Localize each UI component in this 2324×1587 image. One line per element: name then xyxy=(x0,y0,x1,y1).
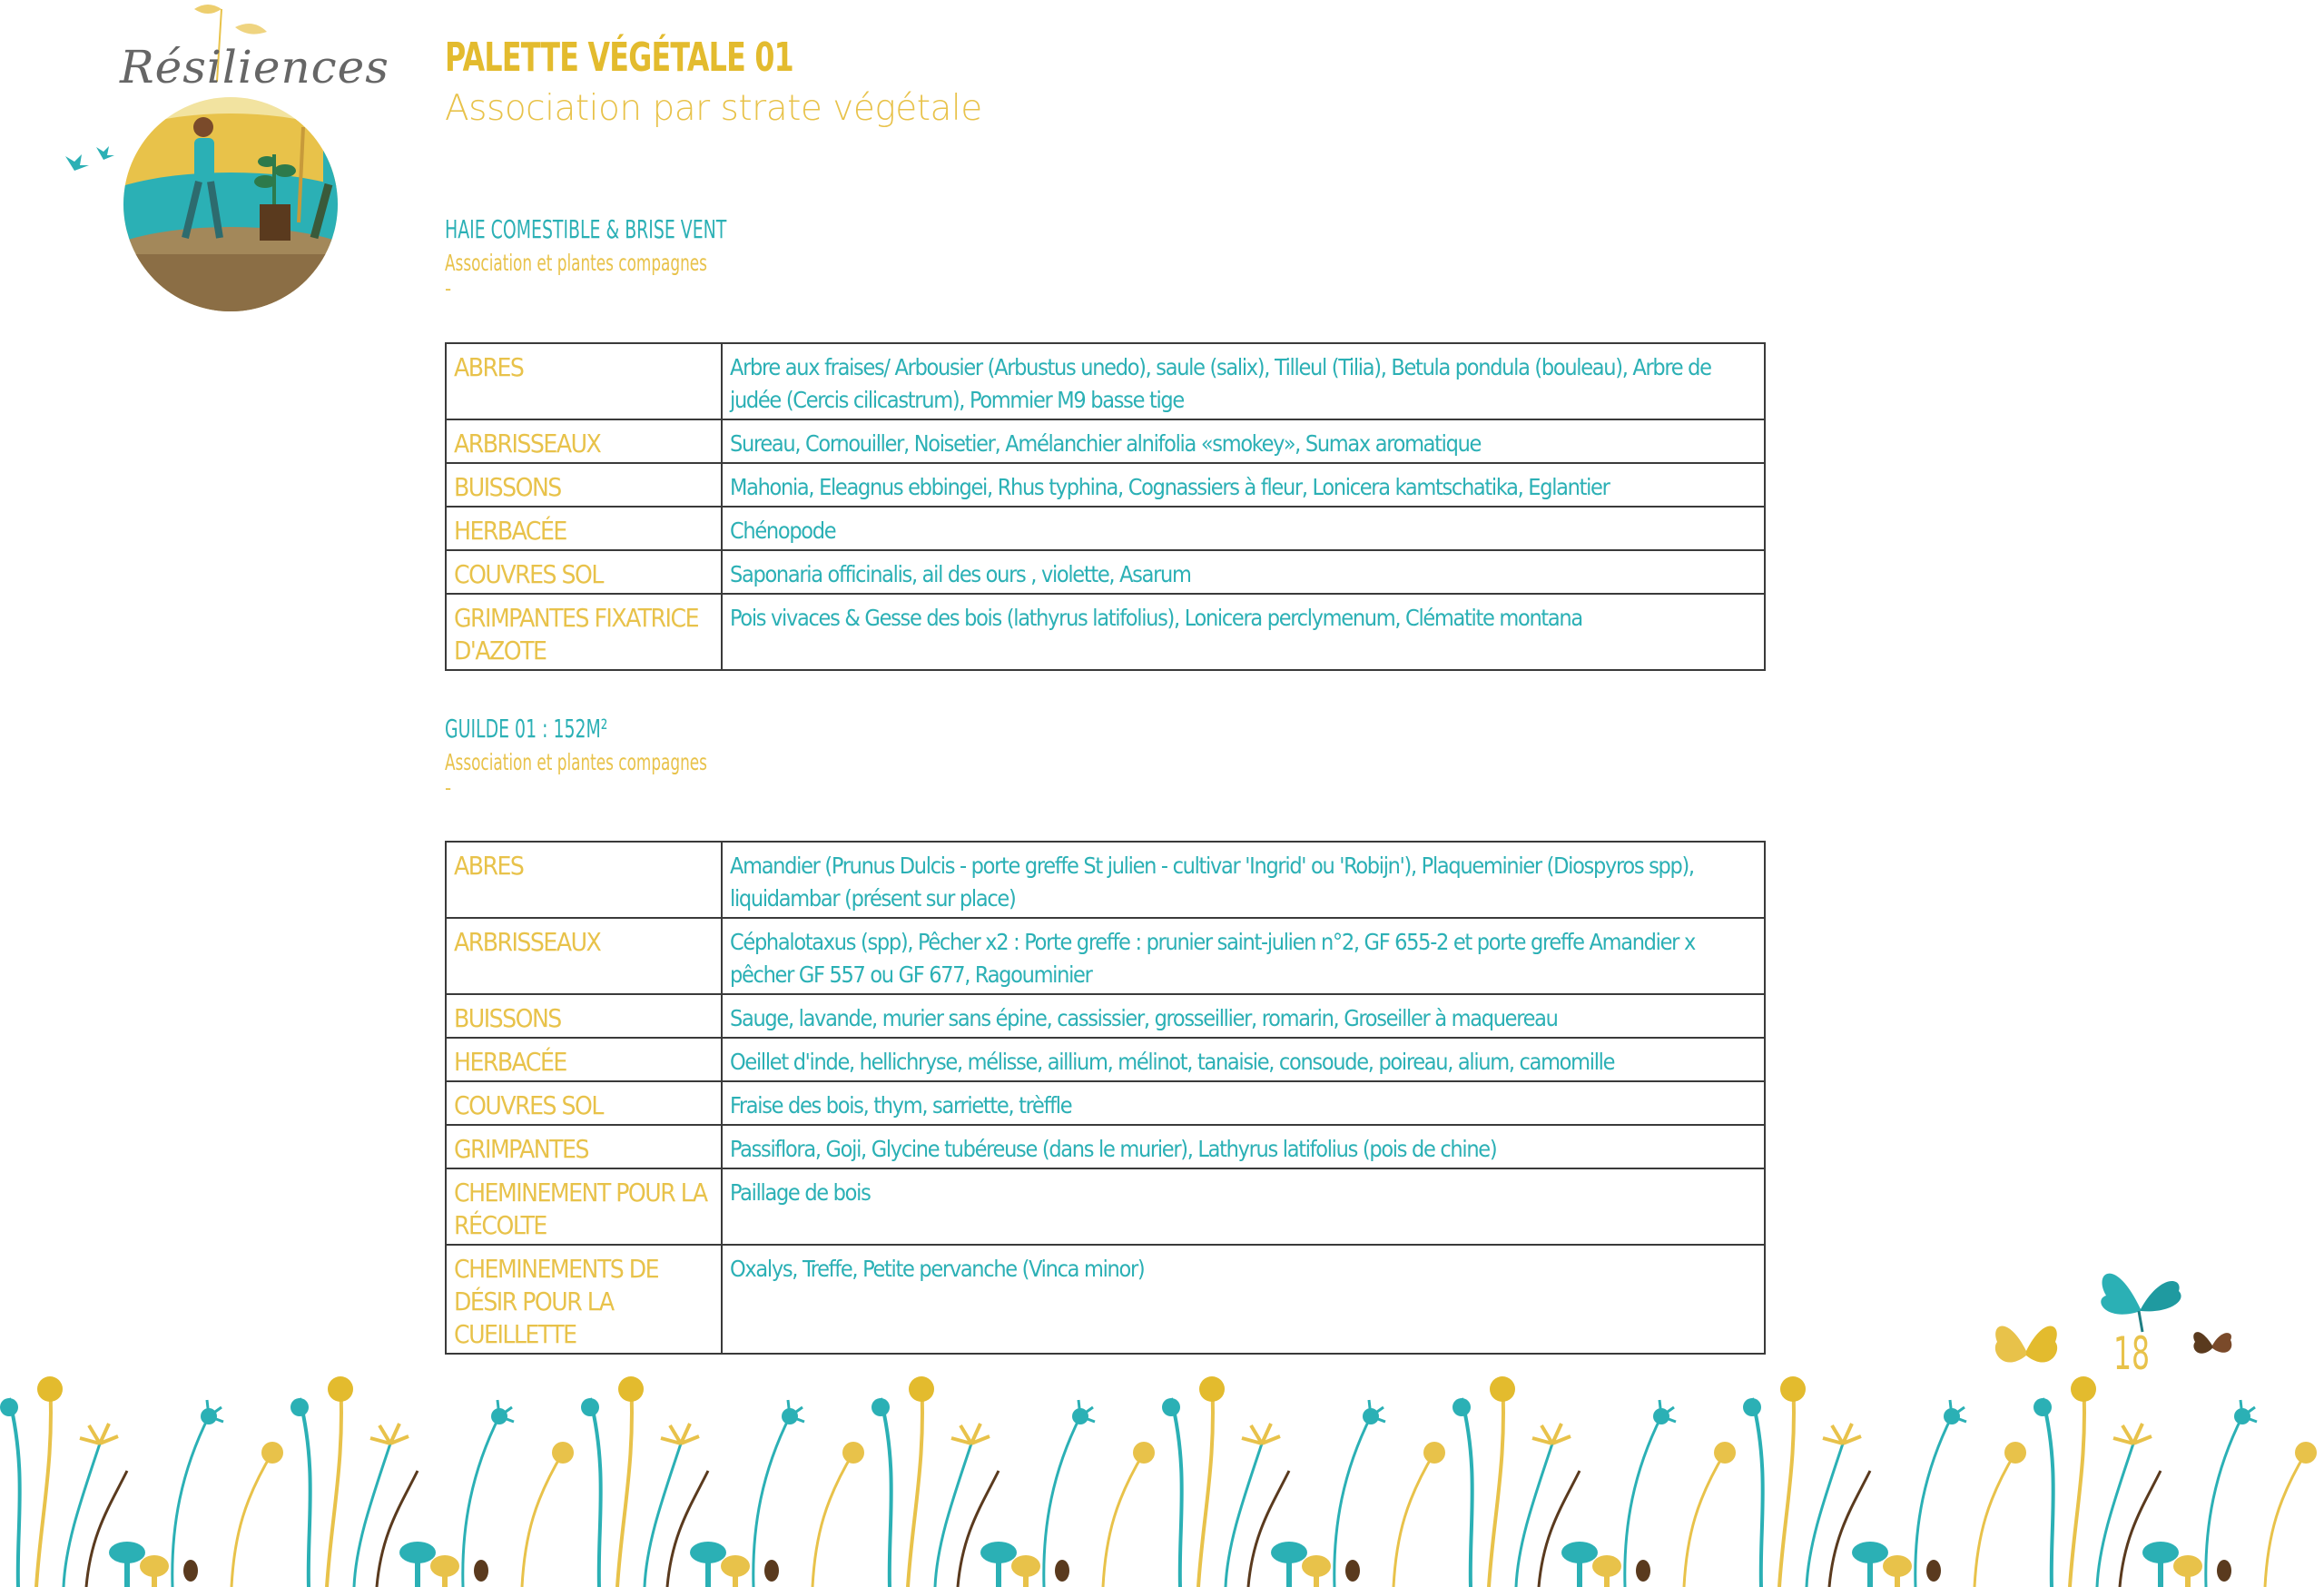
section-dash: - xyxy=(445,278,452,301)
table-row xyxy=(446,842,1765,918)
table-row xyxy=(446,419,1765,463)
page-header xyxy=(445,34,982,129)
plants-cell: Amandier (Prunus Dulcis - porte greffe St julien - cultivar 'Ingrid' ou 'Robijn'), Plaqueminier (Diospyros spp), liquidambar (présent sur place) xyxy=(722,842,1765,918)
plants-cell: Chénopode xyxy=(722,507,1765,550)
plants-cell: Oxalys, Treffe, Petite pervanche (Vinca minor) xyxy=(722,1245,1765,1354)
plants-cell: Oeillet d'inde, hellichryse, mélisse, aillium, mélinot, tanaisie, consoude, poireau, alium, camomille xyxy=(722,1038,1765,1081)
brown-butterfly-icon xyxy=(2190,1324,2235,1364)
stratum-cell: HERBACÉE xyxy=(446,1038,722,1081)
table-row xyxy=(446,550,1765,594)
stratum-cell: COUVRES SOL xyxy=(446,1081,722,1125)
meadow-illustration xyxy=(0,1362,2324,1587)
table-row xyxy=(446,918,1765,994)
stratum-cell: CHEMINEMENTS DE DÉSIR POUR LA CUEILLETTE xyxy=(446,1245,722,1354)
stratum-cell: ABRES xyxy=(446,343,722,419)
table-row xyxy=(446,343,1765,419)
table-row xyxy=(446,594,1765,670)
logo xyxy=(58,0,389,313)
plants-cell: Fraise des bois, thym, sarriette, trèffle xyxy=(722,1081,1765,1125)
section-title: HAIE COMESTIBLE & BRISE VENT xyxy=(445,214,727,244)
logo-text: Résiliences xyxy=(120,41,389,94)
section-guilde-heading xyxy=(445,714,794,800)
table-row xyxy=(446,507,1765,550)
stratum-cell: BUISSONS xyxy=(446,463,722,507)
stratum-cell: BUISSONS xyxy=(446,994,722,1038)
stratum-cell: ARBRISSEAUX xyxy=(446,918,722,994)
plants-cell: Saponaria officinalis, ail des ours , violette, Asarum xyxy=(722,550,1765,594)
plants-cell: Arbre aux fraises/ Arbousier (Arbustus unedo), saule (salix), Tilleul (Tilia), Betula pondula (bouleau), Arbre de judée (Cercis cilicastrum), Pommier M9 basse tige xyxy=(722,343,1765,419)
section-haie-heading xyxy=(445,214,821,301)
stratum-cell: CHEMINEMENT POUR LA RÉCOLTE xyxy=(446,1168,722,1245)
stratum-cell: COUVRES SOL xyxy=(446,550,722,594)
stratum-cell: GRIMPANTES xyxy=(446,1125,722,1168)
plants-cell: Pois vivaces & Gesse des bois (lathyrus latifolius), Lonicera perclymenum, Clématite montana xyxy=(722,594,1765,670)
table-row xyxy=(446,1245,1765,1354)
page-subtitle: Association par strate végétale xyxy=(445,88,982,129)
plants-cell: Sureau, Cornouiller, Noisetier, Amélanchier alnifolia «smokey», Sumax aromatique xyxy=(722,419,1765,463)
plants-cell: Céphalotaxus (spp), Pêcher x2 : Porte greffe : prunier saint-julien n°2, GF 655-2 et porte greffe Amandier x pêcher GF 557 ou GF 677, Ragouminier xyxy=(722,918,1765,994)
stratum-cell: HERBACÉE xyxy=(446,507,722,550)
table-row xyxy=(446,994,1765,1038)
palette-table-haie xyxy=(445,342,1766,671)
plants-cell: Paillage de bois xyxy=(722,1168,1765,1245)
plants-cell: Passiflora, Goji, Glycine tubéreuse (dans le murier), Lathyrus latifolius (pois de chine) xyxy=(722,1125,1765,1168)
table-row xyxy=(446,1168,1765,1245)
plants-cell: Mahonia, Eleagnus ebbingei, Rhus typhina, Cognassiers à fleur, Lonicera kamtschatika, Eglantier xyxy=(722,463,1765,507)
plants-cell: Sauge, lavande, murier sans épine, cassissier, grosseillier, romarin, Groseiller à maquereau xyxy=(722,994,1765,1038)
section-subtitle: Association et plantes compagnes xyxy=(445,250,707,276)
palette-table-guilde xyxy=(445,841,1766,1355)
stratum-cell: ARBRISSEAUX xyxy=(446,419,722,463)
table-row xyxy=(446,1125,1765,1168)
page-number: 18 xyxy=(2113,1327,2151,1380)
page-title: PALETTE VÉGÉTALE 01 xyxy=(445,34,794,81)
table-row xyxy=(446,1081,1765,1125)
table-row xyxy=(446,1038,1765,1081)
stratum-cell: ABRES xyxy=(446,842,722,918)
section-title: GUILDE 01 : 152M² xyxy=(445,714,608,744)
section-dash: - xyxy=(445,777,452,800)
stratum-cell: GRIMPANTES FIXATRICE D'AZOTE xyxy=(446,594,722,670)
section-subtitle: Association et plantes compagnes xyxy=(445,749,707,775)
table-row xyxy=(446,463,1765,507)
